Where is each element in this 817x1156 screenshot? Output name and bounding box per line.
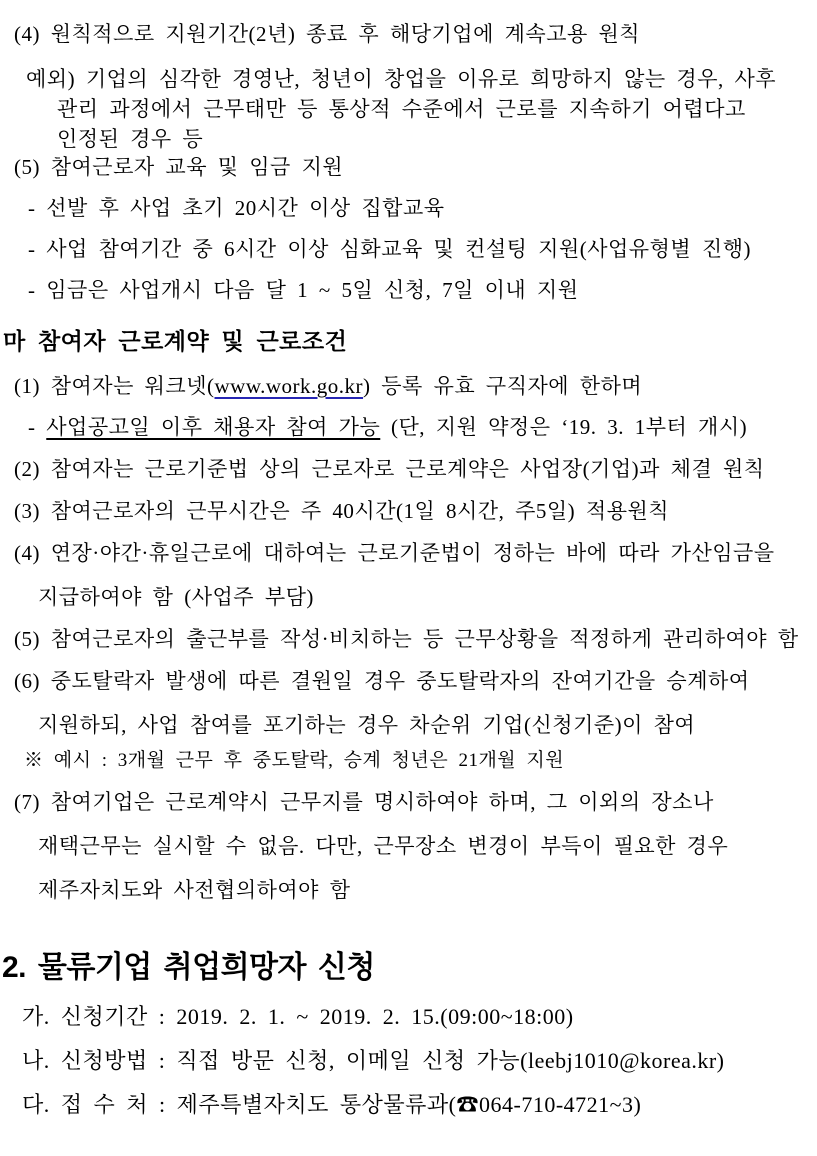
item-7-workplace-cont2 xyxy=(0,876,817,904)
section-2-heading-text-0: 2. 물류기업 취업희망자 신청 xyxy=(2,951,375,984)
dash-advanced-training-consulting-text-0: - 사업 참여기간 중 6시간 이상 심화교육 및 컨설팅 지원(사업유형별 진행) xyxy=(28,237,751,261)
item-6-dropout-succession-text-0: (6) 중도탈락자 발생에 따른 결원일 경우 중도탈락자의 잔여기간을 승계하여 xyxy=(14,669,750,693)
item-5-attendance-management-text-0: (5) 참여근로자의 출근부를 작성·비치하는 등 근무상황을 적정하게 관리하여야 함 xyxy=(14,627,799,651)
section-ma-heading-text-0: 마 참여자 근로계약 및 근로조건 xyxy=(3,329,348,354)
item-7-workplace-cont1-text-0: 재택근무는 실시할 수 없음. 다만, 근무장소 변경이 부득이 필요한 경우 xyxy=(38,834,729,858)
list-na-application-method xyxy=(0,1046,817,1076)
item-4-continued-employment xyxy=(0,20,817,48)
item-7-workplace-cont2-text-0: 제주자치도와 사전협의하여야 함 xyxy=(38,878,351,902)
phone-icon: ☎ xyxy=(456,1092,479,1117)
item-7-workplace xyxy=(0,788,817,816)
dash-hiring-after-notice-text-2: (단, 지원 약정은 ‘19. 3. 1부터 개시) xyxy=(380,415,748,439)
worknet-url: www.work.go.kr xyxy=(214,374,364,398)
list-na-application-method-text-0: 나. 신청방법 : 직접 방문 신청, 이메일 신청 가능(leebj1010@korea.kr) xyxy=(22,1048,725,1073)
exception-line-2 xyxy=(0,95,817,123)
item-2-labor-contract-text-0: (2) 참여자는 근로기준법 상의 근로자로 근로계약은 사업장(기업)과 체결 원칙 xyxy=(14,457,765,481)
dash-wage-application-schedule xyxy=(0,276,817,304)
note-example-text-0: ※ 예시 : 3개월 근무 후 중도탈락, 승계 청년은 21개월 지원 xyxy=(24,750,565,771)
exception-line-3-text-0: 인정된 경우 등 xyxy=(57,127,204,151)
exception-line-1-text-0: 예외) 기업의 심각한 경영난, 청년이 창업을 이유로 희망하지 않는 경우, 사후 xyxy=(26,67,777,91)
dash-advanced-training-consulting xyxy=(0,235,817,263)
item-4-overtime-pay-text-0: (4) 연장·야간·휴일근로에 대하여는 근로기준법이 정하는 바에 따라 가산임금을 xyxy=(14,541,775,565)
item-4-overtime-pay-cont-text-0: 지급하여야 함 (사업주 부담) xyxy=(38,585,314,609)
dash-hiring-after-notice xyxy=(0,413,817,441)
item-6-dropout-succession-cont xyxy=(0,711,817,739)
item-7-workplace-cont1 xyxy=(0,832,817,860)
item-7-workplace-text-0: (7) 참여기업은 근로계약시 근무지를 명시하여야 하며, 그 이외의 장소나 xyxy=(14,790,714,814)
document-page xyxy=(0,20,817,1156)
list-da-reception-office-text-2: 064-710-4721~3) xyxy=(479,1092,642,1117)
dash-initial-group-training xyxy=(0,194,817,222)
item-1-worknet-registration xyxy=(0,372,817,400)
item-3-working-hours-text-0: (3) 참여근로자의 근무시간은 주 40시간(1일 8시간, 주5일) 적용원칙 xyxy=(14,499,670,523)
section-2-heading xyxy=(0,948,817,988)
dash-hiring-after-notice-text-1: 사업공고일 이후 채용자 참여 가능 xyxy=(46,415,381,439)
item-5-attendance-management xyxy=(0,625,817,653)
section-ma-heading xyxy=(0,326,817,358)
item-4-overtime-pay xyxy=(0,539,817,567)
item-6-dropout-succession xyxy=(0,667,817,695)
exception-line-2-text-0: 관리 과정에서 근무태만 등 통상적 수준에서 근로를 지속하기 어렵다고 xyxy=(57,97,746,121)
exception-line-3 xyxy=(0,125,817,153)
list-ga-application-period-text-0: 가. 신청기간 : 2019. 2. 1. ~ 2019. 2. 15.(09:00~18:00) xyxy=(22,1004,574,1029)
item-1-worknet-registration-text-2: ) 등록 유효 구직자에 한하며 xyxy=(363,374,643,398)
item-4-continued-employment-text-0: (4) 원칙적으로 지원기간(2년) 종료 후 해당기업에 계속고용 원칙 xyxy=(14,22,641,46)
item-2-labor-contract xyxy=(0,455,817,483)
list-da-reception-office-text-0: 다. 접 수 처 : 제주특별자치도 통상물류과( xyxy=(22,1092,457,1117)
item-3-working-hours xyxy=(0,497,817,525)
item-1-worknet-registration-text-0: (1) 참여자는 워크넷( xyxy=(14,374,215,398)
item-5-education-wage-support xyxy=(0,153,817,181)
item-5-education-wage-support-text-0: (5) 참여근로자 교육 및 임금 지원 xyxy=(14,155,344,179)
list-da-reception-office xyxy=(0,1090,817,1120)
item-6-dropout-succession-cont-text-0: 지원하되, 사업 참여를 포기하는 경우 차순위 기업(신청기준)이 참여 xyxy=(38,713,696,737)
exception-line-1 xyxy=(0,65,817,93)
item-4-overtime-pay-cont xyxy=(0,583,817,611)
list-ga-application-period xyxy=(0,1002,817,1032)
dash-wage-application-schedule-text-0: - 임금은 사업개시 다음 달 1 ~ 5일 신청, 7일 이내 지원 xyxy=(28,278,579,302)
dash-initial-group-training-text-0: - 선발 후 사업 초기 20시간 이상 집합교육 xyxy=(28,196,445,220)
note-example xyxy=(0,748,817,774)
dash-hiring-after-notice-text-0: - xyxy=(28,415,47,439)
